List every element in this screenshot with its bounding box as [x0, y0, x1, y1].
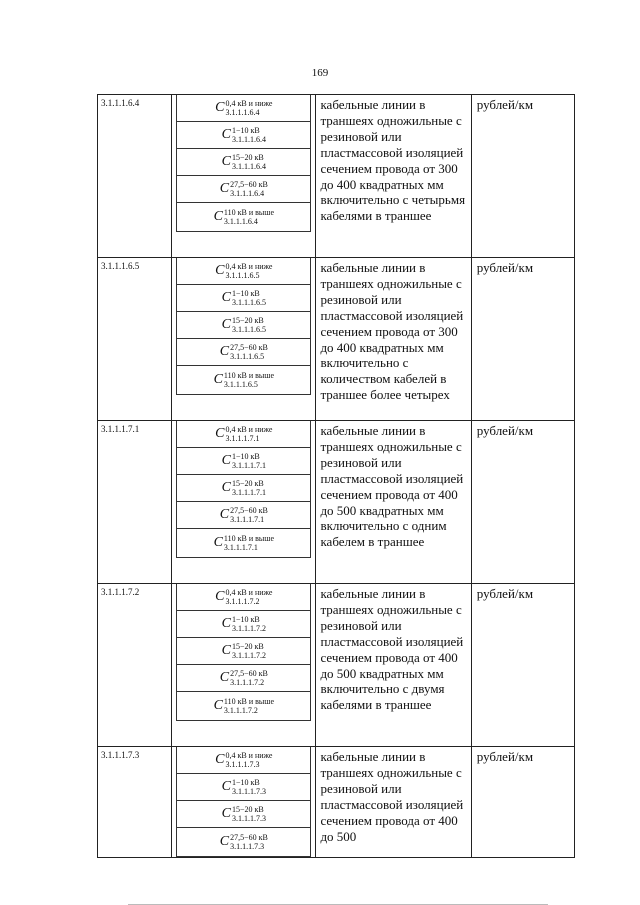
code-subscript: 3.1.1.1.6.4	[230, 189, 265, 198]
row-description: кабельные линии в траншеях одножильные с резиновой или пластмассовой изоляцией сечением провода от 400 до 500	[316, 747, 471, 858]
cost-symbol-letter: C	[221, 317, 231, 332]
code-subscript: 3.1.1.1.7.2	[230, 678, 265, 687]
voltage-symbol	[176, 801, 311, 828]
symbol-index-stack	[224, 534, 274, 552]
voltage-class-superscript: 0,4 кВ и ниже	[225, 588, 273, 597]
symbol-index-stack	[232, 153, 266, 171]
voltage-symbol	[176, 638, 311, 665]
cost-symbol-letter: C	[215, 426, 225, 441]
row-code: 3.1.1.1.7.1	[98, 421, 172, 584]
voltage-class-superscript: 15−20 кВ	[231, 316, 264, 325]
voltage-class-superscript: 27,5−60 кВ	[230, 506, 268, 515]
row-unit: рублей/км	[471, 421, 574, 584]
symbol-index-stack	[232, 642, 266, 660]
voltage-class-superscript: 1−10 кВ	[231, 289, 260, 298]
voltage-class-superscript: 27,5−60 кВ	[230, 180, 268, 189]
cost-symbol-letter: C	[215, 589, 225, 604]
cost-symbol-letter: C	[215, 263, 225, 278]
code-subscript: 3.1.1.1.6.4	[225, 108, 260, 117]
voltage-symbol	[176, 421, 311, 448]
cost-symbol-letter: C	[213, 209, 223, 224]
voltage-symbol	[176, 203, 311, 232]
row-unit: рублей/км	[471, 584, 574, 747]
symbol-index-stack	[232, 452, 266, 470]
voltage-symbols-cell	[172, 95, 316, 258]
table-row	[98, 258, 575, 421]
voltage-symbols-cell	[172, 747, 316, 858]
voltage-symbol	[176, 258, 311, 285]
voltage-symbol	[176, 692, 311, 721]
cost-symbol-letter: C	[221, 616, 231, 631]
row-code: 3.1.1.1.6.5	[98, 258, 172, 421]
voltage-class-superscript: 110 кВ и выше	[223, 371, 274, 380]
cost-symbol-letter: C	[213, 372, 223, 387]
voltage-symbol	[176, 448, 311, 475]
symbol-index-stack	[225, 425, 272, 443]
cost-symbol-letter: C	[221, 127, 231, 142]
voltage-symbol	[176, 339, 311, 366]
code-subscript: 3.1.1.1.6.5	[231, 325, 266, 334]
code-subscript: 3.1.1.1.7.1	[225, 434, 260, 443]
code-subscript: 3.1.1.1.6.4	[223, 217, 258, 226]
voltage-symbol	[176, 122, 311, 149]
code-subscript: 3.1.1.1.7.1	[230, 515, 265, 524]
voltage-symbol	[176, 529, 311, 558]
voltage-symbol	[176, 611, 311, 638]
code-subscript: 3.1.1.1.7.1	[231, 488, 266, 497]
cost-symbol-letter: C	[213, 535, 223, 550]
symbol-index-stack	[225, 99, 272, 117]
voltage-symbol	[176, 149, 311, 176]
symbol-index-stack	[232, 316, 266, 334]
row-unit: рублей/км	[471, 95, 574, 258]
voltage-class-superscript: 110 кВ и выше	[223, 534, 274, 543]
voltage-class-superscript: 1−10 кВ	[231, 126, 260, 135]
code-subscript: 3.1.1.1.7.3	[230, 842, 265, 851]
row-code: 3.1.1.1.7.3	[98, 747, 172, 858]
cost-symbol-letter: C	[219, 181, 230, 196]
code-subscript: 3.1.1.1.7.3	[231, 787, 266, 796]
cost-symbol-letter: C	[221, 154, 231, 169]
voltage-class-superscript: 1−10 кВ	[231, 452, 260, 461]
code-subscript: 3.1.1.1.6.4	[231, 135, 266, 144]
symbol-index-stack	[232, 479, 266, 497]
row-code: 3.1.1.1.6.4	[98, 95, 172, 258]
symbol-index-stack	[230, 669, 268, 687]
cost-symbol-letter: C	[221, 643, 231, 658]
code-subscript: 3.1.1.1.7.2	[225, 597, 260, 606]
cost-symbol-letter: C	[221, 453, 231, 468]
voltage-class-superscript: 0,4 кВ и ниже	[225, 262, 273, 271]
symbol-index-stack	[230, 180, 268, 198]
symbol-index-stack	[232, 778, 266, 796]
voltage-class-superscript: 27,5−60 кВ	[230, 833, 268, 842]
code-subscript: 3.1.1.1.6.5	[230, 352, 265, 361]
row-description: кабельные линии в траншеях одножильные с резиновой или пластмассовой изоляцией сечением провода от 400 до 500 квадратных мм включительно с двумя кабелями в траншее	[316, 584, 471, 747]
voltage-symbol	[176, 95, 311, 122]
cost-symbol-letter: C	[221, 480, 231, 495]
symbol-index-stack	[230, 343, 268, 361]
voltage-symbol	[176, 828, 311, 857]
rate-table-body	[98, 95, 575, 858]
symbol-index-stack	[232, 289, 266, 307]
symbol-index-stack	[230, 833, 268, 851]
cost-symbol-letter: C	[219, 507, 230, 522]
voltage-symbols-cell	[172, 258, 316, 421]
symbol-index-stack	[232, 805, 266, 823]
cost-symbol-letter: C	[221, 806, 231, 821]
row-description: кабельные линии в траншеях одножильные с резиновой или пластмассовой изоляцией сечением провода от 400 до 500 квадратных мм включительно с одним кабелем в траншее	[316, 421, 471, 584]
row-code: 3.1.1.1.7.2	[98, 584, 172, 747]
voltage-class-superscript: 0,4 кВ и ниже	[225, 425, 273, 434]
table-row	[98, 584, 575, 747]
voltage-class-superscript: 15−20 кВ	[231, 805, 264, 814]
voltage-symbol	[176, 366, 311, 395]
voltage-class-superscript: 27,5−60 кВ	[230, 343, 268, 352]
cost-symbol-letter: C	[219, 834, 230, 849]
voltage-symbol	[176, 312, 311, 339]
rate-table	[97, 94, 575, 858]
row-description: кабельные линии в траншеях одножильные с резиновой или пластмассовой изоляцией сечением провода от 300 до 400 квадратных мм включительно с четырьмя кабелями в траншее	[316, 95, 471, 258]
voltage-class-superscript: 27,5−60 кВ	[230, 669, 268, 678]
code-subscript: 3.1.1.1.7.1	[231, 461, 266, 470]
code-subscript: 3.1.1.1.6.5	[223, 380, 258, 389]
voltage-class-superscript: 15−20 кВ	[231, 153, 264, 162]
voltage-class-superscript: 110 кВ и выше	[223, 208, 274, 217]
voltage-class-superscript: 1−10 кВ	[231, 778, 260, 787]
cost-symbol-letter: C	[219, 344, 230, 359]
cost-symbol-letter: C	[221, 290, 231, 305]
symbol-index-stack	[232, 615, 266, 633]
voltage-class-superscript: 0,4 кВ и ниже	[225, 99, 273, 108]
table-row	[98, 421, 575, 584]
voltage-symbol	[176, 502, 311, 529]
row-description: кабельные линии в траншеях одножильные с резиновой или пластмассовой изоляцией сечением провода от 300 до 400 квадратных мм включительно с количеством кабелей в траншее более четырех	[316, 258, 471, 421]
voltage-symbol	[176, 747, 311, 774]
row-unit: рублей/км	[471, 258, 574, 421]
table-row	[98, 747, 575, 858]
table-row	[98, 95, 575, 258]
voltage-symbol	[176, 475, 311, 502]
voltage-symbol	[176, 176, 311, 203]
code-subscript: 3.1.1.1.7.2	[231, 651, 266, 660]
voltage-class-superscript: 110 кВ и выше	[223, 697, 274, 706]
cost-symbol-letter: C	[215, 100, 225, 115]
voltage-class-superscript: 1−10 кВ	[231, 615, 260, 624]
voltage-symbol	[176, 285, 311, 312]
symbol-index-stack	[225, 751, 272, 769]
code-subscript: 3.1.1.1.7.3	[225, 760, 260, 769]
page-number: 169	[311, 67, 329, 79]
cost-symbol-letter: C	[213, 698, 223, 713]
code-subscript: 3.1.1.1.7.1	[223, 543, 258, 552]
symbol-index-stack	[232, 126, 266, 144]
code-subscript: 3.1.1.1.6.5	[231, 298, 266, 307]
code-subscript: 3.1.1.1.6.4	[231, 162, 266, 171]
voltage-symbol	[176, 774, 311, 801]
voltage-symbols-cell	[172, 421, 316, 584]
code-subscript: 3.1.1.1.7.3	[231, 814, 266, 823]
code-subscript: 3.1.1.1.6.5	[225, 271, 260, 280]
symbol-index-stack	[224, 697, 274, 715]
symbol-index-stack	[225, 262, 272, 280]
symbol-index-stack	[224, 208, 274, 226]
cost-symbol-letter: C	[215, 752, 225, 767]
voltage-symbols-cell	[172, 584, 316, 747]
symbol-index-stack	[225, 588, 272, 606]
cost-symbol-letter: C	[219, 670, 230, 685]
symbol-index-stack	[230, 506, 268, 524]
cost-symbol-letter: C	[221, 779, 231, 794]
voltage-class-superscript: 15−20 кВ	[231, 479, 264, 488]
symbol-index-stack	[224, 371, 274, 389]
row-unit: рублей/км	[471, 747, 574, 858]
voltage-class-superscript: 15−20 кВ	[231, 642, 264, 651]
code-subscript: 3.1.1.1.7.2	[223, 706, 258, 715]
voltage-class-superscript: 0,4 кВ и ниже	[225, 751, 273, 760]
voltage-symbol	[176, 665, 311, 692]
voltage-symbol	[176, 584, 311, 611]
code-subscript: 3.1.1.1.7.2	[231, 624, 266, 633]
